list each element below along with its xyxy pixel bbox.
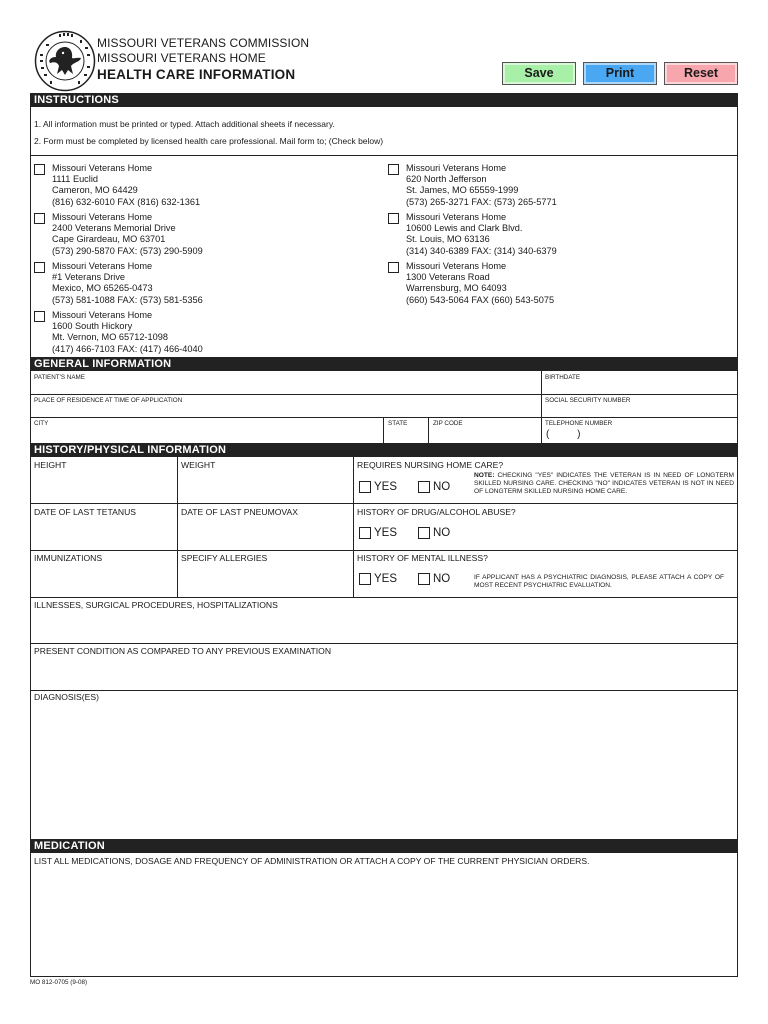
mental-no-option[interactable]: NO bbox=[418, 573, 450, 585]
mental-illness-question: HISTORY OF MENTAL ILLNESS? bbox=[357, 553, 488, 563]
reset-button[interactable]: Reset bbox=[664, 62, 738, 85]
diagnosis-field[interactable]: DIAGNOSIS(ES) bbox=[34, 692, 99, 702]
home-checkbox-st-louis[interactable] bbox=[388, 213, 399, 224]
state-field[interactable]: STATE bbox=[388, 420, 408, 427]
nursing-no-option[interactable]: NO bbox=[418, 481, 450, 493]
agency-name: MISSOURI VETERANS COMMISSION bbox=[97, 36, 310, 50]
drug-no-checkbox[interactable] bbox=[418, 527, 430, 539]
divider bbox=[30, 503, 738, 504]
home-option-mexico: Missouri Veterans Home #1 Veterans Drive Mexico, MO 65265-0473 (573) 581-1088 FAX: (573) 581-5356 bbox=[52, 261, 203, 306]
illnesses-field[interactable]: ILLNESSES, SURGICAL PROCEDURES, HOSPITALIZATIONS bbox=[34, 600, 278, 610]
allergies-field[interactable]: SPECIFY ALLERGIES bbox=[181, 553, 268, 563]
divider bbox=[177, 457, 178, 597]
save-button[interactable]: Save bbox=[502, 62, 576, 85]
print-button[interactable]: Print bbox=[583, 62, 657, 85]
nursing-note: NOTE: CHECKING "YES" INDICATES THE VETERAN IS IN NEED OF LONGTERM SKILLED NURSING CARE. CHECKING "NO" INDICATES VETERAN IS NOT IN NEED OF LONGTERM SKILLED NURSING HOME CARE. bbox=[474, 472, 734, 495]
instruction-2: 2. Form must be completed by licensed health care professional. Mail form to; (Check below) bbox=[34, 136, 384, 146]
divider bbox=[541, 371, 542, 443]
medication-heading: MEDICATION bbox=[30, 839, 738, 853]
drug-alcohol-question: HISTORY OF DRUG/ALCOHOL ABUSE? bbox=[357, 507, 516, 517]
ssn-field[interactable]: SOCIAL SECURITY NUMBER bbox=[545, 397, 631, 404]
height-field[interactable]: HEIGHT bbox=[34, 460, 67, 470]
divider bbox=[353, 457, 354, 597]
drug-yes-option[interactable]: YES bbox=[359, 527, 397, 539]
form-number: MO 812-0705 (9-08) bbox=[30, 979, 88, 986]
divider bbox=[30, 394, 738, 395]
present-condition-field[interactable]: PRESENT CONDITION AS COMPARED TO ANY PREVIOUS EXAMINATION bbox=[34, 646, 332, 656]
last-pneumovax-field[interactable]: DATE OF LAST PNEUMOVAX bbox=[181, 507, 298, 517]
home-checkbox-st-james[interactable] bbox=[388, 164, 399, 175]
home-checkbox-cameron[interactable] bbox=[34, 164, 45, 175]
home-option-cape-girardeau: Missouri Veterans Home 2400 Veterans Memorial Drive Cape Girardeau, MO 63701 (573) 290-5870 FAX: (573) 290-5909 bbox=[52, 212, 203, 257]
birthdate-field[interactable]: BIRTHDATE bbox=[545, 374, 581, 381]
zip-code-field[interactable]: ZIP CODE bbox=[433, 420, 463, 427]
drug-no-option[interactable]: NO bbox=[418, 527, 450, 539]
immunizations-field[interactable]: IMMUNIZATIONS bbox=[34, 553, 103, 563]
telephone-area-code: ( ) bbox=[546, 429, 581, 440]
last-tetanus-field[interactable]: DATE OF LAST TETANUS bbox=[34, 507, 137, 517]
divider bbox=[30, 550, 738, 551]
weight-field[interactable]: WEIGHT bbox=[181, 460, 216, 470]
home-option-st-louis: Missouri Veterans Home 10600 Lewis and Clark Blvd. St. Louis, MO 63136 (314) 340-6389 FAX: (314) 340-6379 bbox=[406, 212, 557, 257]
nursing-yes-checkbox[interactable] bbox=[359, 481, 371, 493]
mental-yes-checkbox[interactable] bbox=[359, 573, 371, 585]
instructions-heading: INSTRUCTIONS bbox=[30, 93, 738, 107]
divider bbox=[30, 690, 738, 691]
divider bbox=[30, 597, 738, 598]
home-option-st-james: Missouri Veterans Home 620 North Jefferson St. James, MO 65559-1999 (573) 265-3271 FAX: (573) 265-5771 bbox=[406, 163, 557, 208]
instruction-1: 1. All information must be printed or typed. Attach additional sheets if necessary. bbox=[34, 119, 335, 129]
drug-yes-checkbox[interactable] bbox=[359, 527, 371, 539]
divider bbox=[30, 155, 738, 156]
psychiatric-note: IF APPLICANT HAS A PSYCHIATRIC DIAGNOSIS, PLEASE ATTACH A COPY OF MOST RECENT PSYCHIATRIC EVALUATION. bbox=[474, 574, 724, 589]
agency-subname: MISSOURI VETERANS HOME bbox=[97, 51, 266, 65]
nursing-care-question: REQUIRES NURSING HOME CARE? bbox=[357, 460, 504, 470]
divider bbox=[428, 417, 429, 443]
home-checkbox-mexico[interactable] bbox=[34, 262, 45, 273]
home-checkbox-mt-vernon[interactable] bbox=[34, 311, 45, 322]
patient-name-field[interactable]: PATIENT'S NAME bbox=[34, 374, 85, 381]
home-checkbox-warrensburg[interactable] bbox=[388, 262, 399, 273]
telephone-field[interactable]: TELEPHONE NUMBER bbox=[545, 420, 613, 427]
history-physical-heading: HISTORY/PHYSICAL INFORMATION bbox=[30, 443, 738, 457]
state-seal-icon bbox=[34, 30, 96, 92]
home-option-cameron: Missouri Veterans Home 1111 Euclid Cameron, MO 64429 (816) 632-6010 FAX (816) 632-1361 bbox=[52, 163, 200, 208]
divider bbox=[30, 643, 738, 644]
divider bbox=[383, 417, 384, 443]
nursing-yes-option[interactable]: YES bbox=[359, 481, 397, 493]
mental-no-checkbox[interactable] bbox=[418, 573, 430, 585]
home-option-mt-vernon: Missouri Veterans Home 1600 South Hickory Mt. Vernon, MO 65712-1098 (417) 466-7103 FAX: (417) 466-4040 bbox=[52, 310, 203, 355]
home-checkbox-cape-girardeau[interactable] bbox=[34, 213, 45, 224]
general-information-heading: GENERAL INFORMATION bbox=[30, 357, 738, 371]
city-field[interactable]: CITY bbox=[34, 420, 49, 427]
divider bbox=[30, 417, 738, 418]
residence-field[interactable]: PLACE OF RESIDENCE AT TIME OF APPLICATION bbox=[34, 397, 183, 404]
mental-yes-option[interactable]: YES bbox=[359, 573, 397, 585]
nursing-no-checkbox[interactable] bbox=[418, 481, 430, 493]
medication-list-field[interactable]: LIST ALL MEDICATIONS, DOSAGE AND FREQUENCY OF ADMINISTRATION OR ATTACH A COPY OF THE CURRENT PHYSICIAN ORDERS. bbox=[34, 856, 590, 866]
home-option-warrensburg: Missouri Veterans Home 1300 Veterans Road Warrensburg, MO 64093 (660) 543-5064 FAX (660) 543-5075 bbox=[406, 261, 554, 306]
form-title: HEALTH CARE INFORMATION bbox=[97, 67, 296, 82]
